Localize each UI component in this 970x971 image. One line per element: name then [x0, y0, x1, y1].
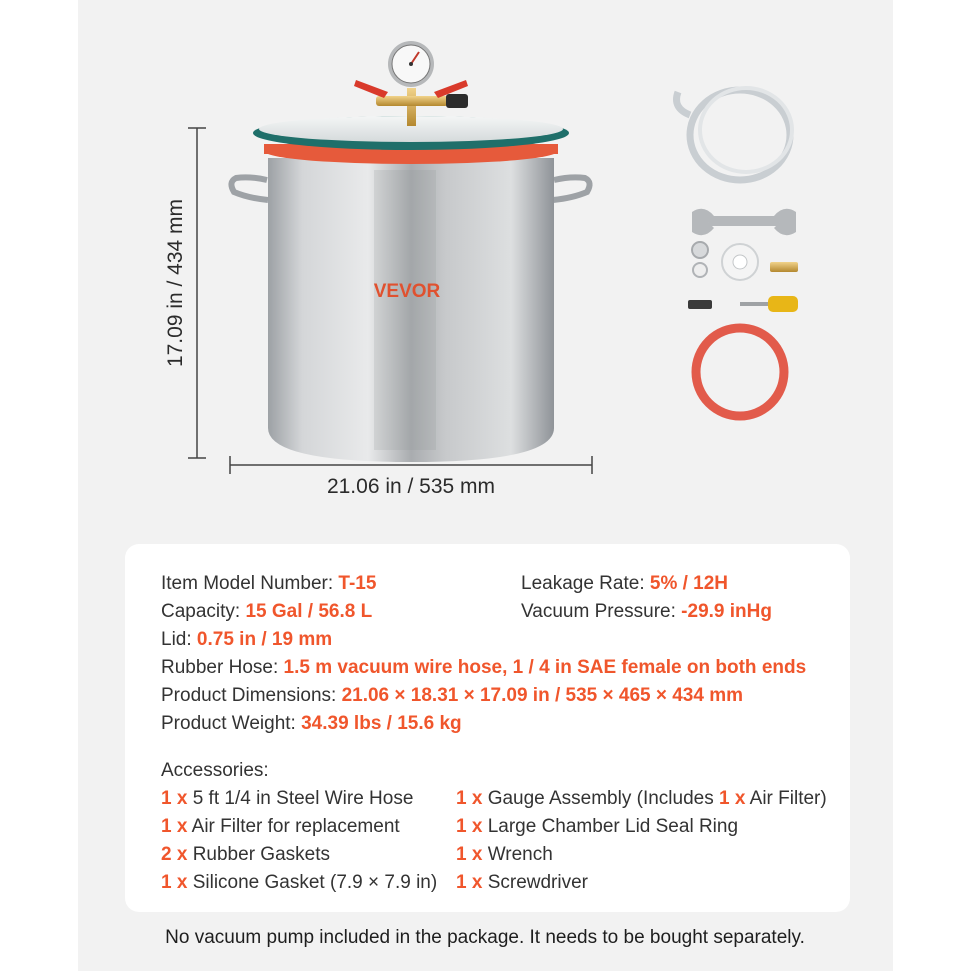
accessory-item [161, 844, 330, 866]
accessory-qty: 1 x [161, 816, 188, 837]
spec-label: Vacuum Pressure: [521, 601, 676, 622]
spec-dimensions [161, 685, 743, 707]
accessory-qty-inline: 1 x [719, 788, 746, 809]
spec-value: 0.75 in / 19 mm [196, 629, 333, 650]
spec-value: -29.9 inHg [681, 601, 772, 622]
spec-label: Product Weight: [161, 713, 296, 734]
accessory-text: Silicone Gasket (7.9 × 7.9 in) [192, 872, 438, 893]
spec-value: 21.06 × 18.31 × 17.09 in / 535 × 465 × 434 mm [341, 685, 743, 706]
spec-capacity [161, 601, 372, 623]
spec-card [125, 544, 850, 912]
accessory-qty: 1 x [456, 844, 483, 865]
air-filter-icon [688, 300, 712, 309]
accessory-qty: 1 x [456, 788, 483, 809]
accessory-text: Rubber Gaskets [192, 844, 330, 865]
accessory-item [456, 788, 827, 810]
spec-label: Capacity: [161, 601, 241, 622]
accessory-item [456, 872, 588, 894]
gasket-icon [692, 242, 708, 277]
accessory-qty: 1 x [456, 872, 483, 893]
vacuum-chamber-image [231, 116, 589, 462]
accessory-text: Gauge Assembly (Includes [487, 788, 714, 809]
brass-fitting-icon [770, 262, 798, 272]
height-dimension-line [188, 128, 206, 458]
spec-value: T-15 [338, 573, 377, 594]
spec-value: 15 Gal / 56.8 L [245, 601, 373, 622]
accessory-item [456, 844, 553, 866]
accessory-text: Air Filter for replacement [191, 816, 400, 837]
spec-weight [161, 713, 462, 735]
accessories-title: Accessories: [161, 760, 269, 781]
spec-lid [161, 629, 332, 651]
spec-label: Leakage Rate: [521, 573, 645, 594]
spec-value: 5% / 12H [649, 573, 729, 594]
spec-label: Lid: [161, 629, 192, 650]
hose-coil-icon [677, 88, 793, 180]
accessory-item [161, 788, 413, 810]
spec-rubber-hose [161, 657, 806, 679]
accessory-qty: 1 x [161, 788, 188, 809]
spec-label: Item Model Number: [161, 573, 334, 594]
accessory-qty: 1 x [456, 816, 483, 837]
spec-model [161, 573, 376, 595]
ptfe-tape-icon [722, 244, 758, 280]
vevor-logo: VEVOR [373, 281, 441, 302]
accessory-item [456, 816, 738, 838]
accessory-text: 5 ft 1/4 in Steel Wire Hose [192, 788, 414, 809]
accessory-text: Screwdriver [487, 872, 589, 893]
spec-leakage [521, 573, 728, 595]
wrench-icon [692, 209, 796, 235]
spec-label: Rubber Hose: [161, 657, 279, 678]
accessory-text-inline: Air Filter) [749, 788, 827, 809]
accessory-text: Wrench [487, 844, 553, 865]
height-dimension-label: 17.09 in / 434 mm [164, 198, 187, 368]
accessory-text: Large Chamber Lid Seal Ring [487, 816, 739, 837]
spec-label: Product Dimensions: [161, 685, 337, 706]
seal-ring-icon [696, 328, 784, 416]
vacuum-gauge-icon [376, 41, 468, 126]
spec-value: 1.5 m vacuum wire hose, 1 / 4 in SAE female on both ends [283, 657, 807, 678]
accessory-item [161, 872, 437, 894]
width-dimension-label: 21.06 in / 535 mm [326, 475, 496, 498]
screwdriver-icon [740, 296, 798, 312]
spec-vacuum-pressure [521, 601, 772, 623]
footer-note: No vacuum pump included in the package. It needs to be bought separately. [165, 927, 805, 948]
accessory-qty: 2 x [161, 844, 188, 865]
spec-value: 34.39 lbs / 15.6 kg [301, 713, 462, 734]
accessory-item [161, 816, 400, 838]
accessory-qty: 1 x [161, 872, 188, 893]
